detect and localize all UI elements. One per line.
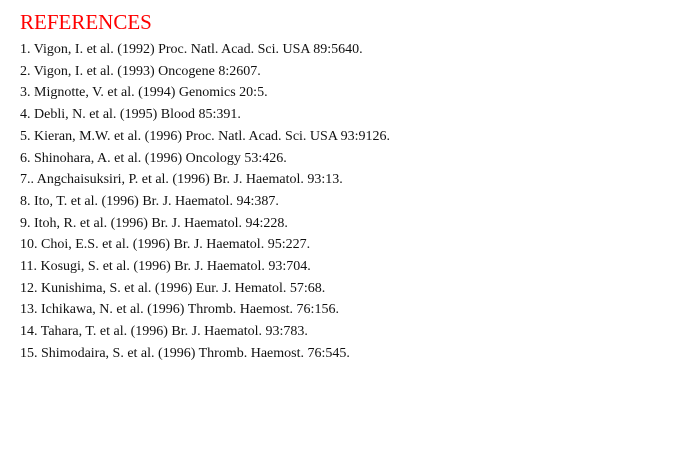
references-page	[20, 8, 675, 365]
reference-item: 5. Kieran, M.W. et al. (1996) Proc. Natl. Acad. Sci. USA 93:9126.	[20, 128, 391, 144]
reference-item: 13. Ichikawa, N. et al. (1996) Thromb. Haemost. 76:156.	[20, 302, 339, 318]
reference-item: 2. Vigon, I. et al. (1993) Oncogene 8:2607.	[20, 63, 261, 79]
reference-item: 15. Shimodaira, S. et al. (1996) Thromb. Haemost. 76:545.	[20, 345, 350, 361]
reference-item: 11. Kosugi, S. et al. (1996) Br. J. Haematol. 93:704.	[20, 259, 311, 275]
reference-item: 10. Choi, E.S. et al. (1996) Br. J. Haematol. 95:227.	[20, 237, 311, 253]
reference-item: 9. Itoh, R. et al. (1996) Br. J. Haematol. 94:228.	[20, 215, 288, 231]
reference-item: 6. Shinohara, A. et al. (1996) Oncology 53:426.	[20, 150, 287, 166]
reference-item: 14. Tahara, T. et al. (1996) Br. J. Haematol. 93:783.	[20, 324, 308, 340]
reference-item: 12. Kunishima, S. et al. (1996) Eur. J. Hematol. 57:68.	[20, 280, 326, 296]
reference-item: 4. Debli, N. et al. (1995) Blood 85:391.	[20, 107, 241, 123]
reference-item: 7.. Angchaisuksiri, P. et al. (1996) Br. J. Haematol. 93:13.	[20, 172, 343, 188]
references-list	[20, 39, 675, 365]
reference-item: 1. Vigon, I. et al. (1992) Proc. Natl. Acad. Sci. USA 89:5640.	[20, 42, 363, 57]
reference-item: 3. Mignotte, V. et al. (1994) Genomics 20:5.	[20, 85, 268, 101]
references-heading: REFERENCES	[20, 10, 152, 34]
reference-item: 8. Ito, T. et al. (1996) Br. J. Haematol. 94:387.	[20, 193, 279, 209]
